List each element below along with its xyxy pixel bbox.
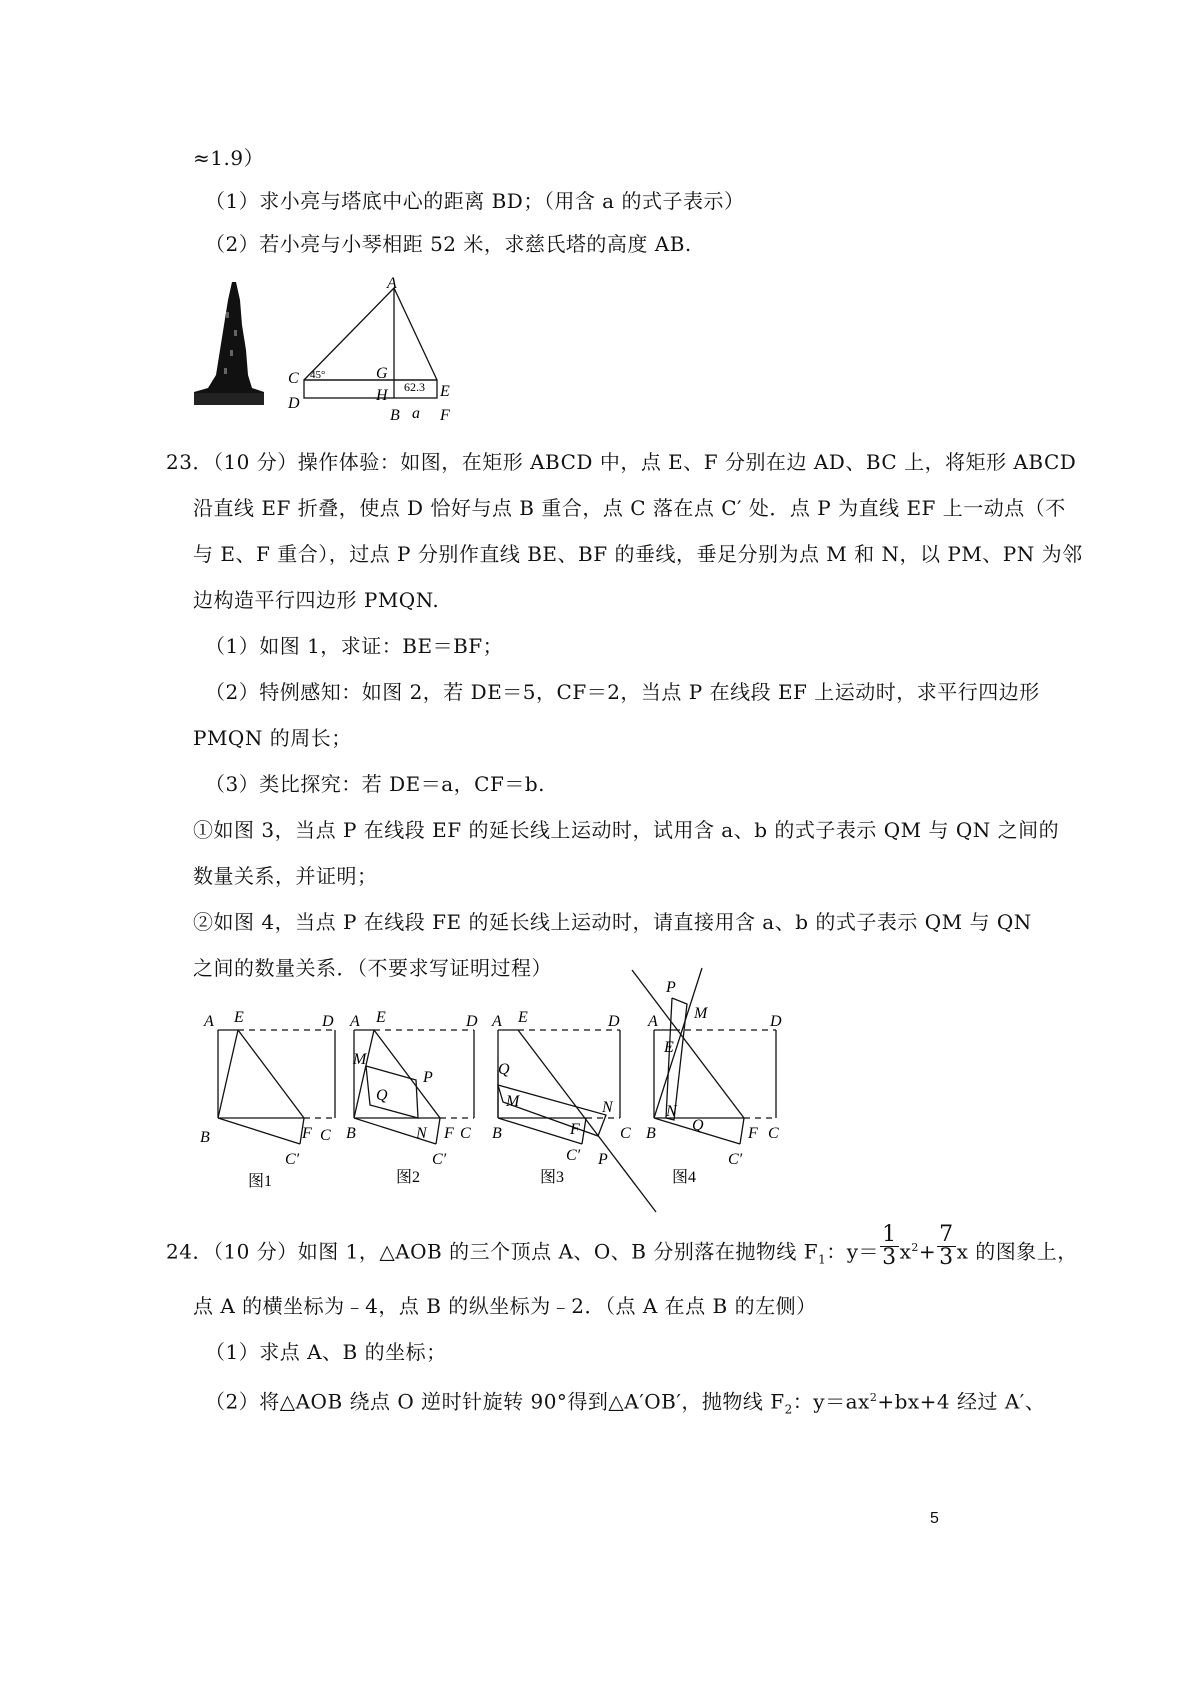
fig3-Cprime: C′	[566, 1147, 581, 1164]
tower-figure	[190, 270, 470, 430]
figure-1	[218, 1030, 335, 1144]
fig3-Q: Q	[498, 1061, 510, 1078]
q24-text-d: +	[918, 1239, 937, 1264]
question-23-part-2: （2）特例感知：如图 2，若 DE＝5，CF＝2，当点 P 在线段 EF 上运动时，求平行四边形	[205, 680, 1040, 704]
fig4-P: P	[666, 979, 676, 996]
question-23-part-3-1-cont: 数量关系，并证明；	[193, 864, 378, 888]
caption-fig-2: 图2	[396, 1169, 421, 1186]
fig2-B: B	[346, 1125, 356, 1142]
fig3-P: P	[598, 1151, 608, 1168]
caption-fig-3: 图3	[540, 1169, 565, 1186]
figure-4	[632, 968, 776, 1144]
fig2-N: N	[416, 1125, 427, 1142]
label-B: B	[390, 407, 400, 424]
label-G: G	[376, 365, 388, 382]
q24-text-a: 24．（10 分）如图 1，△AOB 的三个顶点 A、O、B 分别落在抛物线 F	[166, 1239, 819, 1264]
question-23-line-4: 边构造平行四边形 PMQN.	[193, 588, 440, 612]
question-23-figures	[190, 960, 810, 1220]
fig3-D: D	[608, 1013, 620, 1030]
question-23-part-3: （3）类比探究：若 DE＝a，CF＝b.	[205, 772, 545, 796]
fig3-B: B	[492, 1125, 502, 1142]
question-23-part-1: （1）如图 1，求证：BE＝BF；	[205, 634, 504, 658]
text-line: ≈1.9）	[193, 146, 265, 170]
question-23-line-3: 与 E、F 重合），过点 P 分别作直线 BE、BF 的垂线，垂足分别为点 M 和 N，以 PM、PN 为邻	[193, 542, 1083, 566]
fig3-E: E	[518, 1009, 528, 1026]
caption-fig-4: 图4	[672, 1169, 697, 1186]
fig2-E: E	[376, 1009, 386, 1026]
fig4-C: C	[768, 1125, 779, 1142]
figure-2	[354, 1030, 474, 1144]
question-23-part-3-1: ①如图 3，当点 P 在线段 EF 的延长线上运动时，试用含 a、b 的式子表示 QM 与 QN 之间的	[193, 818, 1060, 842]
fig3-N: N	[602, 1099, 613, 1116]
fig2-F: F	[444, 1125, 454, 1142]
fig1-Cprime: C′	[285, 1151, 300, 1168]
fig1-F: F	[302, 1125, 312, 1142]
sub-1: 1	[818, 1252, 827, 1267]
question-22-part-1: （1）求小亮与塔底中心的距离 BD；（用含 a 的式子表示）	[205, 189, 745, 213]
fig3-C: C	[620, 1125, 631, 1142]
question-24-part-1: （1）求点 A、B 的坐标；	[205, 1340, 447, 1364]
fig3-A: A	[492, 1013, 502, 1030]
fig4-A: A	[648, 1013, 658, 1030]
fig4-Q: Q	[692, 1117, 704, 1134]
fig1-A: A	[204, 1013, 214, 1030]
fig4-F: F	[748, 1125, 758, 1142]
sup-2b: 2	[869, 1391, 878, 1404]
fig2-D: D	[466, 1013, 478, 1030]
question-23-part-2-cont: PMQN 的周长；	[193, 726, 352, 750]
question-23-line-1: 23．（10 分）操作体验：如图，在矩形 ABCD 中，点 E、F 分别在边 AD、BC 上，将矩形 ABCD	[166, 450, 1077, 474]
fig2-C: C	[460, 1125, 471, 1142]
fig1-C: C	[320, 1127, 331, 1144]
sup-2: 2	[911, 1241, 919, 1254]
fig4-D: D	[770, 1013, 782, 1030]
angle-45: 45°	[310, 369, 326, 381]
label-E: E	[440, 383, 450, 400]
question-23-part-3-2: ②如图 4，当点 P 在线段 FE 的延长线上运动时，请直接用含 a、b 的式子表示 QM 与 QN	[193, 910, 1032, 934]
fig4-M: M	[694, 1005, 708, 1022]
fig1-D: D	[322, 1013, 334, 1030]
fig4-Cprime: C′	[728, 1151, 743, 1168]
sub-2: 2	[784, 1402, 793, 1417]
caption-fig-1: 图1	[248, 1173, 273, 1190]
fig2-P: P	[423, 1069, 433, 1086]
question-22-part-2: （2）若小亮与小琴相距 52 米，求慈氏塔的高度 AB.	[205, 232, 692, 256]
question-24-line-1	[166, 1221, 1078, 1272]
fig2-Cprime: C′	[432, 1151, 447, 1168]
q24-part2-text-c: +bx+4 经过 A′、	[877, 1389, 1046, 1414]
q24-text-b: ：y＝	[826, 1239, 880, 1264]
question-23-part-3-2-cont: 之间的数量关系．（不要求写证明过程）	[193, 956, 552, 980]
label-A: A	[387, 275, 397, 292]
fig3-M: M	[506, 1093, 520, 1110]
angle-62-3: 62.3	[404, 380, 425, 394]
q24-text-e: x 的图象上，	[956, 1239, 1078, 1264]
fig2-M: M	[353, 1051, 367, 1068]
label-C: C	[288, 370, 299, 387]
fig3-F: F	[570, 1121, 580, 1138]
label-F: F	[440, 407, 450, 424]
question-24-line-2: 点 A 的横坐标为﹣4，点 B 的纵坐标为﹣2．（点 A 在点 B 的左侧）	[193, 1294, 817, 1318]
fig1-E: E	[234, 1009, 244, 1026]
fig4-N: N	[666, 1103, 677, 1120]
question-23-line-2: 沿直线 EF 折叠，使点 D 恰好与点 B 重合，点 C 落在点 C′ 处．点 P 为直线 EF 上一动点（不	[193, 496, 1066, 520]
fig2-A: A	[350, 1013, 360, 1030]
fig4-E: E	[664, 1039, 674, 1056]
page-number: 5	[930, 1510, 939, 1527]
tower-photo	[194, 282, 264, 405]
question-24-part-2	[205, 1386, 1045, 1422]
q24-part2-text: （2）将△AOB 绕点 O 逆时针旋转 90°得到△A′OB′，抛物线 F	[205, 1389, 785, 1414]
fraction-one-third: $\frac{1}{3}$	[882, 1221, 897, 1270]
q24-part2-text-b: ：y＝ax	[792, 1389, 870, 1414]
label-a: a	[412, 405, 420, 422]
label-D: D	[288, 395, 300, 412]
fig2-Q: Q	[376, 1087, 388, 1104]
q24-text-c: x	[899, 1239, 912, 1264]
fig1-B: B	[200, 1129, 210, 1146]
fraction-seven-thirds: $\frac{7}{3}$	[939, 1221, 954, 1270]
label-H: H	[376, 387, 388, 404]
fig4-B: B	[646, 1125, 656, 1142]
